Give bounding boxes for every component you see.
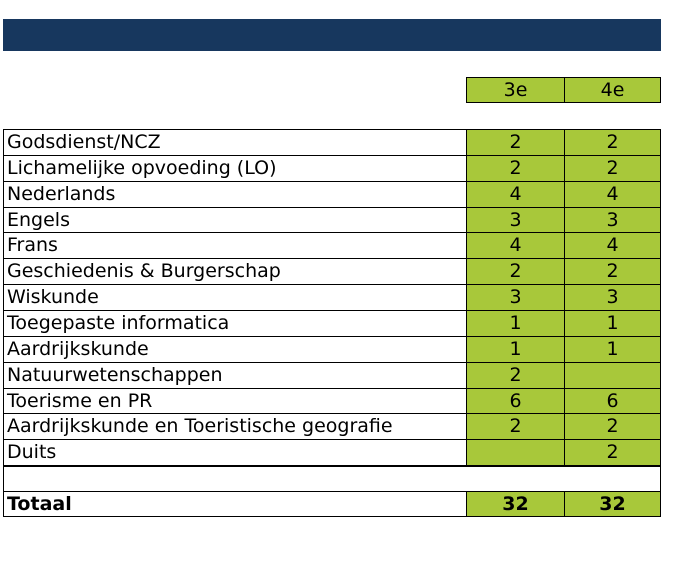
hours-grade-4 (564, 362, 661, 389)
hours-grade-3: 2 (466, 413, 565, 440)
hours-grade-3: 2 (466, 129, 565, 156)
subject-name: Aardrijkskunde (3, 336, 467, 363)
header-grade-4: 4e (564, 77, 661, 103)
subject-name: Geschiedenis & Burgerschap (3, 258, 467, 285)
total-grade-3: 32 (466, 491, 565, 517)
subject-name: Lichamelijke opvoeding (LO) (3, 155, 467, 182)
hours-grade-3: 2 (466, 155, 565, 182)
hours-grade-4: 2 (564, 258, 661, 285)
hours-grade-3: 4 (466, 232, 565, 259)
hours-grade-4: 1 (564, 336, 661, 363)
subject-name: Aardrijkskunde en Toeristische geografie (3, 413, 467, 440)
total-label: Totaal (3, 491, 467, 517)
hours-grade-4: 2 (564, 129, 661, 156)
hours-grade-4: 3 (564, 284, 661, 311)
blank-row (3, 466, 661, 492)
subject-name: Toegepaste informatica (3, 310, 467, 337)
hours-grade-3 (466, 439, 565, 466)
hours-grade-3: 2 (466, 362, 565, 389)
subject-name: Nederlands (3, 181, 467, 208)
subject-name: Wiskunde (3, 284, 467, 311)
subject-name: Frans (3, 232, 467, 259)
hours-grade-3: 3 (466, 284, 565, 311)
hours-grade-3: 6 (466, 388, 565, 414)
hours-grade-3: 3 (466, 207, 565, 233)
hours-grade-3: 4 (466, 181, 565, 208)
hours-grade-3: 2 (466, 258, 565, 285)
hours-grade-4: 3 (564, 207, 661, 233)
hours-grade-4: 2 (564, 155, 661, 182)
header-grade-3: 3e (466, 77, 565, 103)
subject-name: Duits (3, 439, 467, 466)
subject-name: Godsdienst/NCZ (3, 129, 467, 156)
subject-name: Toerisme en PR (3, 388, 467, 414)
hours-grade-4: 1 (564, 310, 661, 337)
total-grade-4: 32 (564, 491, 661, 517)
hours-grade-4: 2 (564, 413, 661, 440)
subject-name: Natuurwetenschappen (3, 362, 467, 389)
hours-grade-4: 6 (564, 388, 661, 414)
hours-grade-3: 1 (466, 310, 565, 337)
title-banner (3, 19, 661, 51)
subject-name: Engels (3, 207, 467, 233)
hours-grade-3: 1 (466, 336, 565, 363)
hours-grade-4: 4 (564, 181, 661, 208)
hours-grade-4: 2 (564, 439, 661, 466)
hours-grade-4: 4 (564, 232, 661, 259)
